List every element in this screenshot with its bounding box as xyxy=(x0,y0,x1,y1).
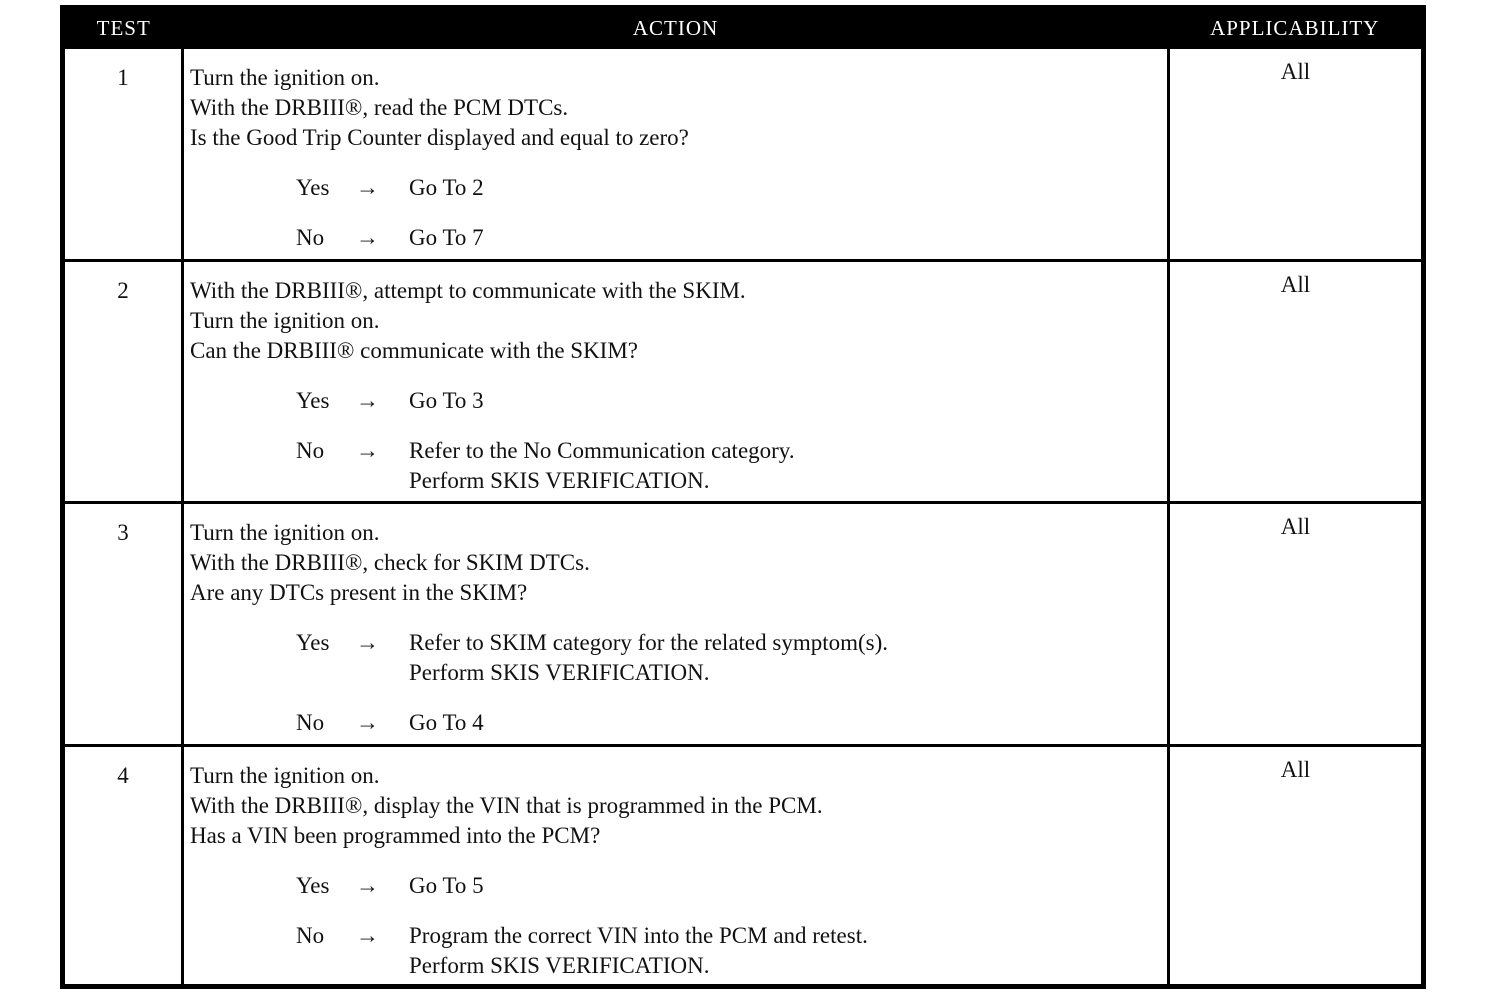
no-outcome xyxy=(296,436,1167,496)
right-arrow-icon: → xyxy=(356,175,379,200)
applicability-cell: All xyxy=(1169,745,1424,986)
test-number: 3 xyxy=(63,503,183,745)
no-result-line: Go To 7 xyxy=(409,225,484,250)
no-result-line: Perform SKIS VERIFICATION. xyxy=(409,952,710,978)
test-number: 4 xyxy=(63,745,183,986)
no-label: No xyxy=(296,922,325,948)
action-question: Can the DRBIII® communicate with the SKIM? xyxy=(190,338,638,364)
test-number: 2 xyxy=(63,261,183,503)
table-row xyxy=(63,745,1424,986)
no-label: No xyxy=(296,710,325,736)
no-outcome xyxy=(296,921,1167,981)
diagnostic-test-table xyxy=(60,5,1426,989)
no-result-line: Refer to the No Communication category. xyxy=(409,438,795,464)
table-header-row xyxy=(63,8,1424,48)
yes-result xyxy=(409,173,484,203)
action-cell xyxy=(183,503,1169,745)
action-question: Has a VIN been programmed into the PCM? xyxy=(190,822,601,848)
yes-outcome xyxy=(296,871,1167,901)
yes-result xyxy=(409,386,484,416)
no-result xyxy=(409,223,484,253)
no-outcome xyxy=(296,223,1167,253)
yes-outcome xyxy=(296,173,1167,203)
action-cell xyxy=(183,261,1169,503)
yes-result-line: Perform SKIS VERIFICATION. xyxy=(409,660,710,686)
yes-label: Yes xyxy=(296,388,330,414)
action-line: With the DRBIII®, attempt to communicate with the SKIM. xyxy=(190,278,746,304)
test-number: 1 xyxy=(63,48,183,261)
right-arrow-icon: → xyxy=(356,438,379,464)
action-question: Are any DTCs present in the SKIM? xyxy=(190,580,528,606)
action-line: Turn the ignition on. xyxy=(190,520,380,546)
no-result-line: Go To 4 xyxy=(409,710,484,736)
right-arrow-icon: → xyxy=(356,225,379,250)
right-arrow-icon: → xyxy=(356,922,379,948)
no-result-line: Perform SKIS VERIFICATION. xyxy=(409,468,710,494)
right-arrow-icon: → xyxy=(356,710,379,736)
yes-result-line: Go To 3 xyxy=(409,388,484,414)
right-arrow-icon: → xyxy=(356,388,379,414)
column-header-test: TEST xyxy=(63,8,183,48)
no-result xyxy=(409,921,868,981)
action-line: Turn the ignition on. xyxy=(190,308,380,334)
yes-result-line: Go To 5 xyxy=(409,872,484,898)
applicability-cell: All xyxy=(1169,48,1424,261)
applicability-cell: All xyxy=(1169,261,1424,503)
action-line: With the DRBIII®, read the PCM DTCs. xyxy=(190,95,569,120)
table-row xyxy=(63,503,1424,745)
yes-result xyxy=(409,871,484,901)
action-cell xyxy=(183,745,1169,986)
column-header-applicability: APPLICABILITY xyxy=(1169,8,1424,48)
action-cell xyxy=(183,48,1169,261)
applicability-cell: All xyxy=(1169,503,1424,745)
yes-label: Yes xyxy=(296,872,330,898)
no-label: No xyxy=(296,438,325,464)
yes-outcome xyxy=(296,628,1167,688)
no-result xyxy=(409,436,795,496)
action-question: Is the Good Trip Counter displayed and equal to zero? xyxy=(190,125,689,150)
right-arrow-icon: → xyxy=(356,872,379,898)
right-arrow-icon: → xyxy=(356,630,379,656)
action-line: Turn the ignition on. xyxy=(190,65,380,90)
yes-result xyxy=(409,628,888,688)
yes-label: Yes xyxy=(296,630,330,656)
column-header-action: ACTION xyxy=(183,8,1169,48)
action-line: Turn the ignition on. xyxy=(190,762,380,788)
no-result-line: Program the correct VIN into the PCM and retest. xyxy=(409,922,868,948)
yes-outcome xyxy=(296,386,1167,416)
table-row xyxy=(63,261,1424,503)
no-label: No xyxy=(296,225,325,250)
diagnostic-test-page xyxy=(60,5,1426,989)
yes-result-line: Go To 2 xyxy=(409,175,484,200)
no-outcome xyxy=(296,708,1167,738)
table-row xyxy=(63,48,1424,261)
action-line: With the DRBIII®, check for SKIM DTCs. xyxy=(190,550,590,576)
no-result xyxy=(409,708,484,738)
yes-label: Yes xyxy=(296,175,330,200)
action-line: With the DRBIII®, display the VIN that is programmed in the PCM. xyxy=(190,792,823,818)
yes-result-line: Refer to SKIM category for the related symptom(s). xyxy=(409,630,889,656)
